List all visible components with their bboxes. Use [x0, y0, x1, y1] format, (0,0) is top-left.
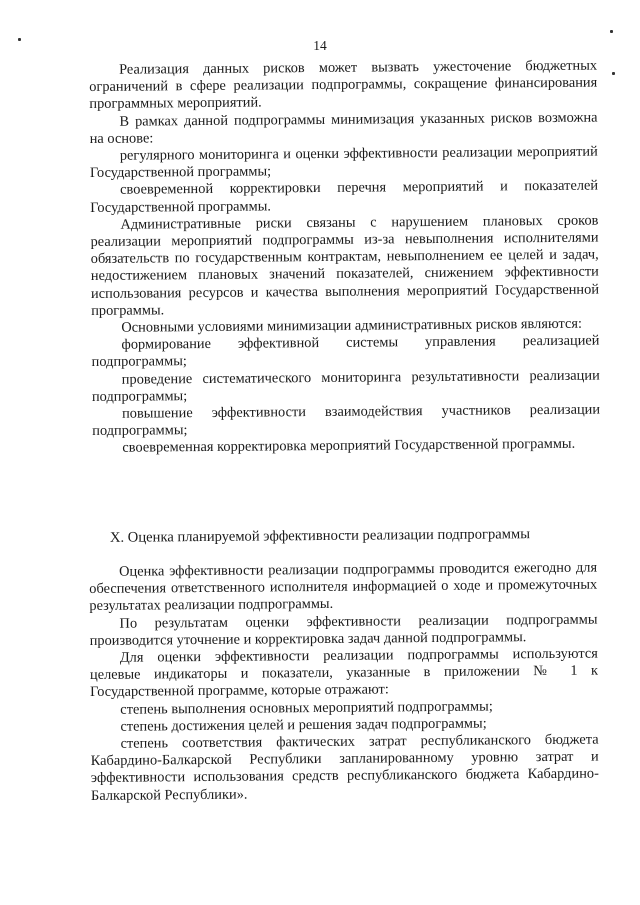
list-item: проведение систематического мониторинга результативности реализации подпрограммы;: [91, 367, 600, 405]
scan-speck: [610, 30, 613, 33]
paragraph: В рамках данной подпрограммы минимизация указанных рисков возможна на основе:: [89, 109, 598, 147]
scan-speck: [612, 72, 615, 75]
paragraph: своевременной корректировки перечня мероприятий и показателей Государственной программы.: [90, 177, 599, 216]
list-item: своевременная корректировка мероприятий Государственной программы.: [122, 436, 576, 457]
list-item: степень достижения целей и решения задач подпрограммы;: [120, 715, 487, 735]
paragraph: Основными условиями минимизации административных рисков являются:: [121, 315, 583, 336]
paragraph: Оценка эффективности реализации подпрограммы проводится ежегодно для обеспечения ответственного исполнителя информацией о ходе и промежуточных результатах реализации подпрограммы.: [89, 559, 598, 615]
paragraph: Реализация данных рисков может вызвать ужесточение бюджетных ограничений в сфере реализации подпрограммы, сокращение финансирования программных мероприятий.: [89, 57, 598, 113]
list-item: формирование эффективной системы управления реализацией подпрограммы;: [91, 332, 600, 371]
risk-section: [89, 58, 600, 458]
paragraph: Административные риски связаны с нарушением плановых сроков реализации мероприятий подпрограммы из-за невыполнения исполнителями обязательств по государственным контрактам, невыполнением ее целей и задач, недостижением плановых значений показателей, снижением эффективности использования ресурсов и качества выполнения мероприятий Государственной программы.: [90, 212, 600, 319]
paragraph: Для оценки эффективности реализации подпрограммы используются целевые индикаторы и показатели, указанные в приложении № 1 к Государственной программе, которые отражают:: [89, 645, 599, 701]
list-item: степень соответствия фактических затрат республиканского бюджета Кабардино-Балкарской Республики запланированному уровню затрат и эффективности использования средств республиканского бюджета Кабардино-Балкарской Республики».: [90, 731, 599, 804]
list-item: степень выполнения основных мероприятий подпрограммы;: [120, 698, 493, 718]
section-heading: X. Оценка планируемой эффективности реализации подпрограммы: [109, 526, 531, 546]
paragraph: По результатам оценки эффективности реализации подпрограммы производится уточнение и корректировка задач данной подпрограммы.: [89, 611, 598, 649]
list-item: повышение эффективности взаимодействия участников реализации подпрограммы;: [92, 401, 601, 440]
evaluation-section: [89, 560, 599, 805]
page-number: 14: [313, 38, 327, 53]
paragraph: регулярного мониторинга и оценки эффективности реализации мероприятий Государственной программы;: [89, 143, 598, 182]
